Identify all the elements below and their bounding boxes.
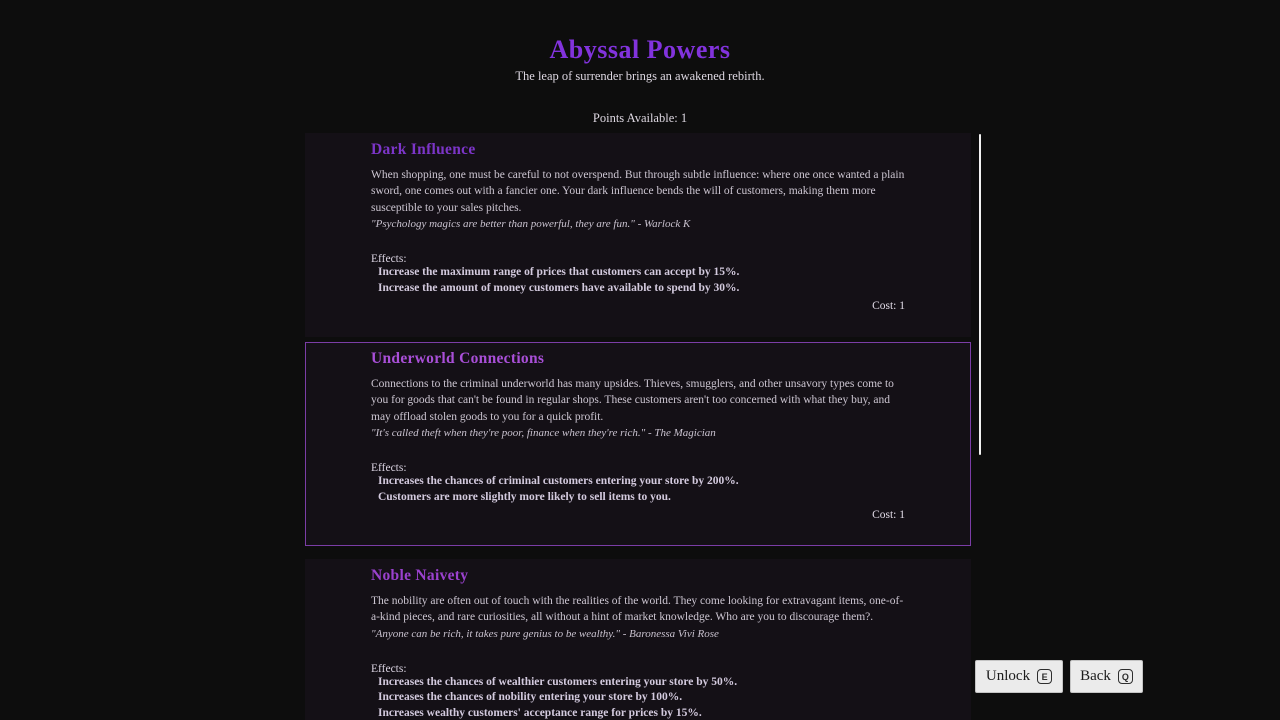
scrollbar-thumb[interactable] [979,134,981,455]
power-card-underworld-connections[interactable] [305,342,971,546]
card-cost: Cost: 1 [872,300,905,313]
card-title: Dark Influence [371,141,476,158]
back-button[interactable] [1070,660,1143,693]
effect-line: Increases the chances of criminal customers entering your store by 200%. [378,474,739,487]
card-quote: "Psychology magics are better than powerful, they are fun." - Warlock K [371,217,691,230]
effects-label: Effects: [371,252,407,265]
effect-line: Increases wealthy customers' acceptance range for prices by 15%. [378,707,702,719]
card-description: The nobility are often out of touch with the realities of the world. They come looking for extravagant items, one-of-a-kind pieces, and rare curiosities, all without a hint of market knowledge. Who are you to discourage them?. [371,595,904,624]
effect-line: Customers are more slightly more likely to sell items to you. [378,490,671,503]
back-button-label: Back [1080,668,1111,684]
card-quote: "It's called theft when they're poor, finance when they're rich." - The Magician [371,426,716,439]
page-subtitle: The leap of surrender brings an awakened rebirth. [515,69,765,83]
effects-block [371,462,905,505]
unlock-button-label: Unlock [985,668,1031,684]
unlock-button[interactable] [975,660,1063,693]
page-title: Abyssal Powers [549,35,731,64]
hotkey-e-badge: E [1037,669,1052,684]
card-description: When shopping, one must be careful to not overspend. But through subtle influence: where one once wanted a plain sword, one comes out with a fancier one. Your dark influence bends the will of customers, making them more susceptible to your sales pitches. [371,169,905,214]
effect-line: Increase the maximum range of prices that customers can accept by 15%. [378,265,740,278]
effects-block [371,253,905,296]
card-quote: "Anyone can be rich, it takes pure genius to be wealthy." - Baronessa Vivi Rose [371,627,719,640]
power-card-dark-influence[interactable] [305,133,971,337]
power-card-list [305,133,971,720]
effects-label: Effects: [371,662,407,675]
effect-line: Increases the chances of wealthier customers entering your store by 50%. [378,675,738,688]
points-available: Points Available: 1 [592,111,688,125]
effects-label: Effects: [371,461,407,474]
card-title: Underworld Connections [371,350,545,367]
card-cost: Cost: 1 [872,509,905,522]
card-description: Connections to the criminal underworld has many upsides. Thieves, smugglers, and other unsavory types come to you for goods that can't be found in regular shops. These customers aren't too concerned with what they buy, and may offload stolen goods to you for a quick profit. [371,378,894,423]
hotkey-q-badge: Q [1118,669,1133,684]
power-card-noble-naivety[interactable] [305,559,971,720]
effect-line: Increases the chances of nobility entering your store by 100%. [378,691,683,704]
effects-block [371,663,905,720]
card-title: Noble Naivety [371,567,469,584]
effect-line: Increase the amount of money customers have available to spend by 30%. [378,281,740,294]
